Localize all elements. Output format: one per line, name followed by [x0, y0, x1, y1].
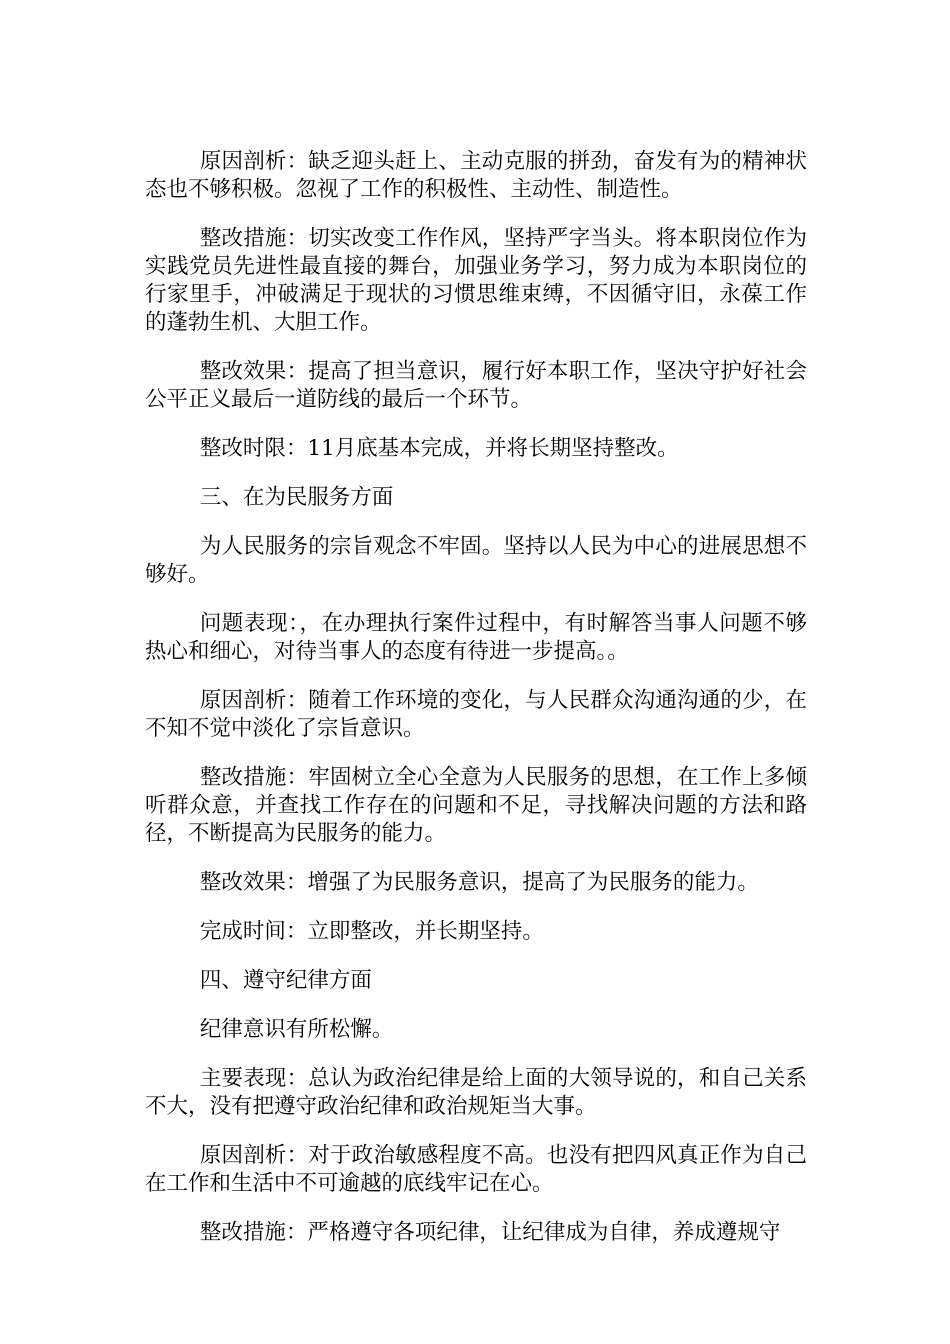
- paragraph-cause-analysis-3: 原因剖析：对于政治敏感程度不高。也没有把四风真正作为自己在工作和生活中不可逾越的底线牢记在心。: [145, 1143, 807, 1196]
- paragraph-cause-analysis-2: 原因剖析：随着工作环境的变化，与人民群众沟通沟通的少，在不知不觉中淡化了宗旨意识。: [145, 688, 807, 741]
- document-page: [145, 148, 807, 1268]
- paragraph-rectification-effect-2: 整改效果：增强了为民服务意识，提高了为民服务的能力。: [199, 870, 759, 895]
- paragraph-discipline-issue: 纪律意识有所松懈。: [199, 1017, 394, 1042]
- paragraph-rectification-measures-1: 整改措施：切实改变工作作风，坚持严字当头。将本职岗位作为实践党员先进性最直接的舞台，加强业务学习，努力成为本职岗位的行家里手，冲破满足于现状的习惯思维束缚，不因循守旧，永葆工作的蓬勃生机、大胆工作。: [145, 226, 807, 335]
- paragraph-rectification-measures-3: 整改措施：严格遵守各项纪律，让纪律成为自律，养成遵规守: [199, 1220, 781, 1245]
- section-heading-public-service: 三、在为民服务方面: [199, 485, 394, 510]
- paragraph-rectification-effect-1: 整改效果：提高了担当意识，履行好本职工作，坚决守护好社会公平正义最后一道防线的最后一个环节。: [145, 359, 807, 412]
- paragraph-rectification-measures-2: 整改措施：牢固树立全心全意为人民服务的思想，在工作上多倾听群众意，并查找工作存在的问题和不足，寻找解决问题的方法和路径，不断提高为民服务的能力。: [145, 765, 807, 846]
- paragraph-cause-analysis-1: 原因剖析：缺乏迎头赶上、主动克服的拼劲，奋发有为的精神状态也不够积极。忽视了工作的积极性、主动性、制造性。: [145, 149, 807, 202]
- paragraph-public-service-issue: 为人民服务的宗旨观念不牢固。坚持以人民为中心的进展思想不够好。: [145, 534, 807, 587]
- paragraph-problem-manifestation: 问题表现：，在办理执行案件过程中，有时解答当事人问题不够热心和细心，对待当事人的态度有待进一步提高。。: [145, 611, 807, 664]
- paragraph-completion-time: 完成时间：立即整改，并长期坚持。: [199, 919, 544, 944]
- paragraph-main-manifestation: 主要表现：总认为政治纪律是给上面的大领导说的，和自己关系不大，没有把遵守政治纪律和政治规矩当大事。: [145, 1066, 807, 1119]
- section-heading-discipline: 四、遵守纪律方面: [199, 968, 372, 993]
- paragraph-rectification-deadline: 整改时限：11月底基本完成，并将长期坚持整改。: [199, 436, 679, 461]
